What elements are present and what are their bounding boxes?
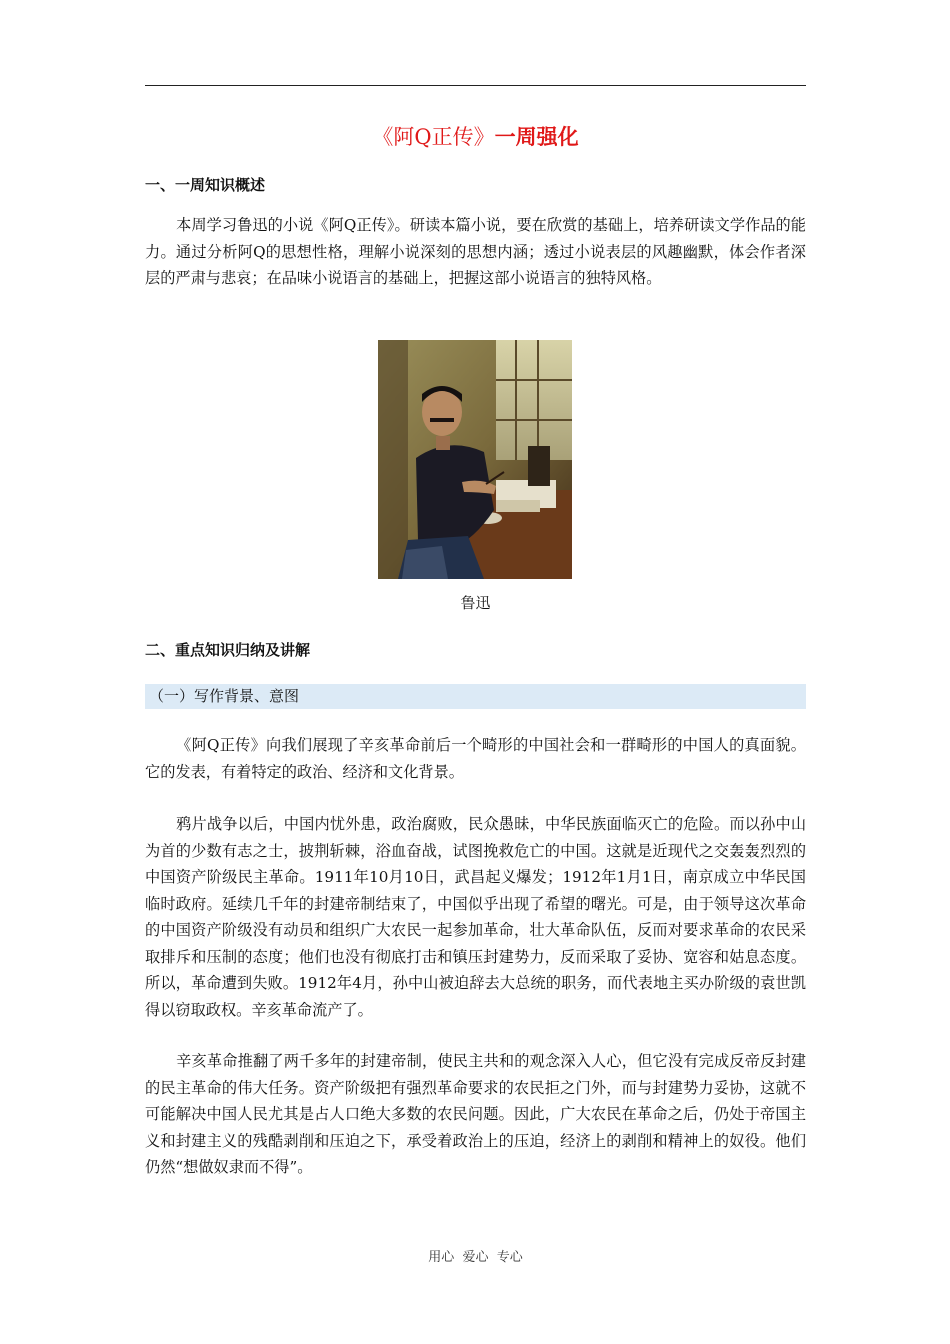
page-footer: 用心 爱心 专心 <box>428 1250 523 1265</box>
document-title <box>145 122 806 152</box>
subsection-heading: （一）写作背景、意图 <box>149 687 300 705</box>
section-2-paragraph-1: 《阿Q正传》向我们展现了辛亥革命前后一个畸形的中国社会和一群畸形的中国人的真面貌。它的发表，有着特定的政治、经济和文化背景。 <box>145 736 806 781</box>
section-2-paragraph-2: 鸦片战争以后，中国内忧外患，政治腐败，民众愚昧，中华民族面临灭亡的危险。而以孙中山为首的少数有志之士，披荆斩棘，浴血奋战，试图挽救危亡的中国。这就是近现代之交轰轰烈烈的中国资产阶级民主革命。1911年10月10日，武昌起义爆发；1912年1月1日，南京成立中华民国临时政府。延续几千年的封建帝制结束了，中国似乎出现了希望的曙光。可是，由于领导这次革命的中国资产阶级没有动员和组织广大农民一起参加革命，壮大革命队伍，反而对要求革命的农民采取排斥和压制的态度；他们也没有彻底打击和镇压封建势力，反而采取了妥协、宽容和姑息态度。所以，革命遭到失败。1912年4月，孙中山被迫辞去大总统的职务，而代表地主买办阶级的袁世凯得以窃取政权。辛亥革命流产了。 <box>145 815 806 1019</box>
title-book-name: 《阿Q正传》 <box>372 125 495 149</box>
lu-xun-portrait <box>378 340 572 579</box>
figure-caption: 鲁迅 <box>460 594 491 612</box>
section-2-paragraph-3: 辛亥革命推翻了两千多年的封建帝制，使民主共和的观念深入人心，但它没有完成反帝反封建的民主革命的伟大任务。资产阶级把有强烈革命要求的农民拒之门外，而与封建势力妥协，这就不可能解决中国人民尤其是占人口绝大多数的农民问题。因此，广大农民在革命之后，仍处于帝国主义和封建主义的残酷剥削和压迫之下，承受着政治上的压迫，经济上的剥削和精神上的奴役。他们仍然“想做奴隶而不得”。 <box>145 1052 806 1176</box>
section-2-heading: 二、重点知识归纳及讲解 <box>145 641 311 659</box>
section-1-paragraph: 本周学习鲁迅的小说《阿Q正传》。研读本篇小说，要在欣赏的基础上，培养研读文学作品的能力。通过分析阿Q的思想性格，理解小说深刻的思想内涵；透过小说表层的风趣幽默，体会作者深层的严肃与悲哀；在品味小说语言的基础上，把握这部小说语言的独特风格。 <box>145 216 806 287</box>
header-rule <box>145 85 806 86</box>
section-1-heading: 一、一周知识概述 <box>145 176 266 194</box>
title-suffix: 一周强化 <box>494 125 579 149</box>
subsection-heading-background <box>145 684 806 709</box>
